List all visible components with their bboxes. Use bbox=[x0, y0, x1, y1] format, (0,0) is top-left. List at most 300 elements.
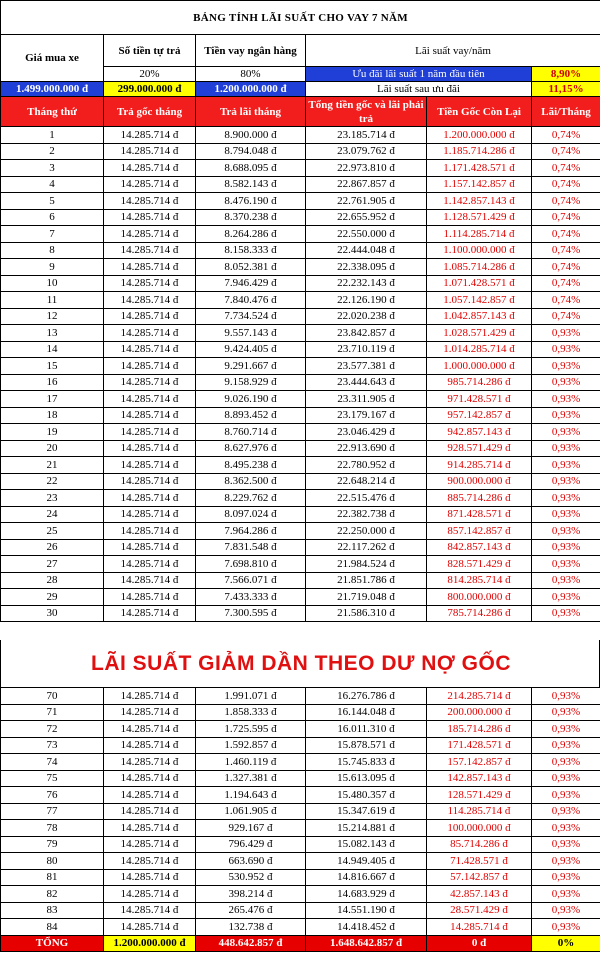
interest-cell: 530.952 đ bbox=[196, 869, 306, 886]
interest-cell: 1.194.643 đ bbox=[196, 787, 306, 804]
month-cell: 28 bbox=[1, 572, 104, 589]
total-cell: 14.418.452 đ bbox=[306, 919, 427, 936]
rate-cell: 0,93% bbox=[532, 374, 600, 391]
principal-cell: 14.285.714 đ bbox=[104, 770, 196, 787]
total-cell: 14.816.667 đ bbox=[306, 869, 427, 886]
rate-label: Lãi suất vay/năm bbox=[306, 35, 600, 67]
table-row bbox=[1, 787, 600, 804]
interest-cell: 663.690 đ bbox=[196, 853, 306, 870]
interest-cell: 7.300.595 đ bbox=[196, 605, 306, 622]
interest-cell: 7.840.476 đ bbox=[196, 292, 306, 309]
total-cell: 23.444.643 đ bbox=[306, 374, 427, 391]
month-cell: 13 bbox=[1, 325, 104, 342]
month-cell: 19 bbox=[1, 424, 104, 441]
rate-cell: 0,93% bbox=[532, 820, 600, 837]
interest-cell: 8.893.452 đ bbox=[196, 407, 306, 424]
principal-cell: 14.285.714 đ bbox=[104, 440, 196, 457]
month-cell: 4 bbox=[1, 176, 104, 193]
rate-cell: 0,93% bbox=[532, 721, 600, 738]
total-cell: 15.347.619 đ bbox=[306, 803, 427, 820]
interest-cell: 1.592.857 đ bbox=[196, 737, 306, 754]
remaining-cell: 1.100.000.000 đ bbox=[427, 242, 532, 259]
remaining-cell: 28.571.429 đ bbox=[427, 902, 532, 919]
interest-cell: 8.582.143 đ bbox=[196, 176, 306, 193]
month-cell: 24 bbox=[1, 506, 104, 523]
total-cell: 22.655.952 đ bbox=[306, 209, 427, 226]
interest-cell: 8.794.048 đ bbox=[196, 143, 306, 160]
interest-cell: 9.424.405 đ bbox=[196, 341, 306, 358]
principal-cell: 14.285.714 đ bbox=[104, 358, 196, 375]
principal-cell: 14.285.714 đ bbox=[104, 787, 196, 804]
self-pay-label: Số tiền tự trả bbox=[104, 35, 196, 67]
table-row bbox=[1, 721, 600, 738]
table-row bbox=[1, 803, 600, 820]
month-cell: 16 bbox=[1, 374, 104, 391]
total-rate: 0% bbox=[532, 935, 600, 952]
month-cell: 27 bbox=[1, 556, 104, 573]
interest-cell: 9.557.143 đ bbox=[196, 325, 306, 342]
self-pay-value: 299.000.000 đ bbox=[104, 82, 196, 97]
month-cell: 80 bbox=[1, 853, 104, 870]
total-cell: 15.745.833 đ bbox=[306, 754, 427, 771]
promo-label: Ưu đãi lãi suất 1 năm đầu tiên bbox=[306, 67, 532, 82]
month-cell: 79 bbox=[1, 836, 104, 853]
table-row bbox=[1, 440, 600, 457]
sheet-title: BẢNG TÍNH LÃI SUẤT CHO VAY 7 NĂM bbox=[1, 1, 600, 35]
interest-cell: 1.858.333 đ bbox=[196, 704, 306, 721]
remaining-cell: 1.057.142.857 đ bbox=[427, 292, 532, 309]
rate-cell: 0,93% bbox=[532, 605, 600, 622]
principal-cell: 14.285.714 đ bbox=[104, 176, 196, 193]
rate-cell: 0,93% bbox=[532, 523, 600, 540]
principal-cell: 14.285.714 đ bbox=[104, 704, 196, 721]
total-cell: 23.079.762 đ bbox=[306, 143, 427, 160]
table-row bbox=[1, 490, 600, 507]
principal-cell: 14.285.714 đ bbox=[104, 589, 196, 606]
remaining-cell: 85.714.286 đ bbox=[427, 836, 532, 853]
remaining-cell: 42.857.143 đ bbox=[427, 886, 532, 903]
rate-cell: 0,93% bbox=[532, 869, 600, 886]
remaining-cell: 142.857.143 đ bbox=[427, 770, 532, 787]
remaining-cell: 942.857.143 đ bbox=[427, 424, 532, 441]
rate-cell: 0,93% bbox=[532, 836, 600, 853]
total-cell: 15.480.357 đ bbox=[306, 787, 427, 804]
total-cell: 22.648.214 đ bbox=[306, 473, 427, 490]
principal-cell: 14.285.714 đ bbox=[104, 127, 196, 144]
total-cell: 22.973.810 đ bbox=[306, 160, 427, 177]
total-cell: 22.780.952 đ bbox=[306, 457, 427, 474]
car-price-label: Giá mua xe bbox=[1, 35, 104, 82]
table-row bbox=[1, 259, 600, 276]
month-cell: 9 bbox=[1, 259, 104, 276]
remaining-cell: 1.142.857.143 đ bbox=[427, 193, 532, 210]
rate-cell: 0,74% bbox=[532, 242, 600, 259]
month-cell: 11 bbox=[1, 292, 104, 309]
principal-cell: 14.285.714 đ bbox=[104, 226, 196, 243]
total-cell: 23.311.905 đ bbox=[306, 391, 427, 408]
remaining-cell: 885.714.286 đ bbox=[427, 490, 532, 507]
interest-cell: 9.026.190 đ bbox=[196, 391, 306, 408]
remaining-cell: 857.142.857 đ bbox=[427, 523, 532, 540]
rate-cell: 0,93% bbox=[532, 490, 600, 507]
table-row bbox=[1, 853, 600, 870]
remaining-cell: 800.000.000 đ bbox=[427, 589, 532, 606]
principal-cell: 14.285.714 đ bbox=[104, 325, 196, 342]
principal-cell: 14.285.714 đ bbox=[104, 803, 196, 820]
rate-cell: 0,74% bbox=[532, 209, 600, 226]
interest-cell: 398.214 đ bbox=[196, 886, 306, 903]
rate-cell: 0,93% bbox=[532, 886, 600, 903]
interest-cell: 8.158.333 đ bbox=[196, 242, 306, 259]
rate-cell: 0,93% bbox=[532, 572, 600, 589]
remaining-cell: 871.428.571 đ bbox=[427, 506, 532, 523]
interest-cell: 8.370.238 đ bbox=[196, 209, 306, 226]
total-cell: 22.444.048 đ bbox=[306, 242, 427, 259]
rate-cell: 0,74% bbox=[532, 292, 600, 309]
table-row bbox=[1, 836, 600, 853]
remaining-cell: 900.000.000 đ bbox=[427, 473, 532, 490]
interest-cell: 8.760.714 đ bbox=[196, 424, 306, 441]
principal-cell: 14.285.714 đ bbox=[104, 209, 196, 226]
total-cell: 14.551.190 đ bbox=[306, 902, 427, 919]
total-cell: 21.984.524 đ bbox=[306, 556, 427, 573]
rate-cell: 0,93% bbox=[532, 391, 600, 408]
month-cell: 74 bbox=[1, 754, 104, 771]
table-row bbox=[1, 605, 600, 622]
principal-cell: 14.285.714 đ bbox=[104, 407, 196, 424]
table-row bbox=[1, 473, 600, 490]
table-row bbox=[1, 127, 600, 144]
remaining-cell: 128.571.429 đ bbox=[427, 787, 532, 804]
total-cell: 23.179.167 đ bbox=[306, 407, 427, 424]
interest-cell: 7.433.333 đ bbox=[196, 589, 306, 606]
remaining-cell: 1.085.714.286 đ bbox=[427, 259, 532, 276]
month-cell: 5 bbox=[1, 193, 104, 210]
table-row bbox=[1, 589, 600, 606]
table-row bbox=[1, 424, 600, 441]
promo-rate: 8,90% bbox=[532, 67, 600, 82]
rate-cell: 0,74% bbox=[532, 127, 600, 144]
principal-cell: 14.285.714 đ bbox=[104, 836, 196, 853]
month-cell: 17 bbox=[1, 391, 104, 408]
table-row bbox=[1, 325, 600, 342]
table-row bbox=[1, 457, 600, 474]
total-cell: 15.214.881 đ bbox=[306, 820, 427, 837]
car-price-value: 1.499.000.000 đ bbox=[1, 82, 104, 97]
principal-cell: 14.285.714 đ bbox=[104, 572, 196, 589]
principal-cell: 14.285.714 đ bbox=[104, 490, 196, 507]
rate-cell: 0,74% bbox=[532, 308, 600, 325]
interest-cell: 8.264.286 đ bbox=[196, 226, 306, 243]
remaining-cell: 1.071.428.571 đ bbox=[427, 275, 532, 292]
col-header-rate: Lãi/Tháng bbox=[532, 97, 600, 127]
rate-cell: 0,74% bbox=[532, 226, 600, 243]
interest-cell: 8.900.000 đ bbox=[196, 127, 306, 144]
interest-cell: 8.688.095 đ bbox=[196, 160, 306, 177]
total-cell: 15.878.571 đ bbox=[306, 737, 427, 754]
table-row bbox=[1, 886, 600, 903]
rate-cell: 0,93% bbox=[532, 803, 600, 820]
month-cell: 18 bbox=[1, 407, 104, 424]
remaining-cell: 957.142.857 đ bbox=[427, 407, 532, 424]
interest-cell: 7.734.524 đ bbox=[196, 308, 306, 325]
principal-cell: 14.285.714 đ bbox=[104, 374, 196, 391]
remaining-cell: 971.428.571 đ bbox=[427, 391, 532, 408]
month-cell: 22 bbox=[1, 473, 104, 490]
month-cell: 77 bbox=[1, 803, 104, 820]
table-row bbox=[1, 820, 600, 837]
month-cell: 75 bbox=[1, 770, 104, 787]
total-cell: 14.683.929 đ bbox=[306, 886, 427, 903]
principal-cell: 14.285.714 đ bbox=[104, 424, 196, 441]
interest-cell: 9.158.929 đ bbox=[196, 374, 306, 391]
month-cell: 70 bbox=[1, 688, 104, 705]
month-cell: 23 bbox=[1, 490, 104, 507]
remaining-cell: 928.571.429 đ bbox=[427, 440, 532, 457]
total-remaining: 0 đ bbox=[427, 935, 532, 952]
remaining-cell: 1.157.142.857 đ bbox=[427, 176, 532, 193]
rate-cell: 0,93% bbox=[532, 341, 600, 358]
total-interest: 448.642.857 đ bbox=[196, 935, 306, 952]
table-row bbox=[1, 292, 600, 309]
self-pay-pct: 20% bbox=[104, 67, 196, 82]
remaining-cell: 1.042.857.143 đ bbox=[427, 308, 532, 325]
month-cell: 15 bbox=[1, 358, 104, 375]
rate-cell: 0,93% bbox=[532, 754, 600, 771]
bottom-rows bbox=[1, 688, 600, 936]
interest-cell: 7.946.429 đ bbox=[196, 275, 306, 292]
rate-cell: 0,93% bbox=[532, 473, 600, 490]
interest-cell: 1.327.381 đ bbox=[196, 770, 306, 787]
month-cell: 81 bbox=[1, 869, 104, 886]
month-cell: 12 bbox=[1, 308, 104, 325]
col-header-total: Tổng tiền gốc và lãi phải trả bbox=[306, 97, 427, 127]
interest-cell: 7.964.286 đ bbox=[196, 523, 306, 540]
rate-cell: 0,93% bbox=[532, 424, 600, 441]
interest-cell: 8.229.762 đ bbox=[196, 490, 306, 507]
rate-cell: 0,93% bbox=[532, 688, 600, 705]
loan-schedule-table-end bbox=[0, 687, 600, 952]
principal-cell: 14.285.714 đ bbox=[104, 143, 196, 160]
total-cell: 15.613.095 đ bbox=[306, 770, 427, 787]
remaining-cell: 14.285.714 đ bbox=[427, 919, 532, 936]
table-row bbox=[1, 358, 600, 375]
rate-cell: 0,74% bbox=[532, 160, 600, 177]
remaining-cell: 185.714.286 đ bbox=[427, 721, 532, 738]
total-cell: 22.126.190 đ bbox=[306, 292, 427, 309]
rate-cell: 0,93% bbox=[532, 325, 600, 342]
principal-cell: 14.285.714 đ bbox=[104, 737, 196, 754]
interest-cell: 8.052.381 đ bbox=[196, 259, 306, 276]
principal-cell: 14.285.714 đ bbox=[104, 242, 196, 259]
remaining-cell: 1.028.571.429 đ bbox=[427, 325, 532, 342]
table-row bbox=[1, 770, 600, 787]
total-sum: 1.648.642.857 đ bbox=[306, 935, 427, 952]
table-row bbox=[1, 193, 600, 210]
month-cell: 2 bbox=[1, 143, 104, 160]
remaining-cell: 1.114.285.714 đ bbox=[427, 226, 532, 243]
table-row bbox=[1, 407, 600, 424]
month-cell: 8 bbox=[1, 242, 104, 259]
month-cell: 29 bbox=[1, 589, 104, 606]
interest-cell: 1.061.905 đ bbox=[196, 803, 306, 820]
table-row bbox=[1, 242, 600, 259]
total-cell: 23.046.429 đ bbox=[306, 424, 427, 441]
principal-cell: 14.285.714 đ bbox=[104, 902, 196, 919]
principal-cell: 14.285.714 đ bbox=[104, 886, 196, 903]
principal-cell: 14.285.714 đ bbox=[104, 473, 196, 490]
month-cell: 78 bbox=[1, 820, 104, 837]
month-cell: 1 bbox=[1, 127, 104, 144]
total-cell: 16.011.310 đ bbox=[306, 721, 427, 738]
table-row bbox=[1, 506, 600, 523]
total-cell: 16.276.786 đ bbox=[306, 688, 427, 705]
principal-cell: 14.285.714 đ bbox=[104, 605, 196, 622]
principal-cell: 14.285.714 đ bbox=[104, 391, 196, 408]
principal-cell: 14.285.714 đ bbox=[104, 308, 196, 325]
remaining-cell: 1.000.000.000 đ bbox=[427, 358, 532, 375]
principal-cell: 14.285.714 đ bbox=[104, 193, 196, 210]
rate-cell: 0,93% bbox=[532, 407, 600, 424]
total-cell: 23.842.857 đ bbox=[306, 325, 427, 342]
total-cell: 22.867.857 đ bbox=[306, 176, 427, 193]
col-header-month: Tháng thứ bbox=[1, 97, 104, 127]
total-cell: 22.550.000 đ bbox=[306, 226, 427, 243]
interest-cell: 132.738 đ bbox=[196, 919, 306, 936]
table-row bbox=[1, 688, 600, 705]
principal-cell: 14.285.714 đ bbox=[104, 721, 196, 738]
principal-cell: 14.285.714 đ bbox=[104, 688, 196, 705]
month-cell: 76 bbox=[1, 787, 104, 804]
remaining-cell: 1.014.285.714 đ bbox=[427, 341, 532, 358]
total-cell: 16.144.048 đ bbox=[306, 704, 427, 721]
principal-cell: 14.285.714 đ bbox=[104, 275, 196, 292]
table-row bbox=[1, 704, 600, 721]
col-header-interest: Trả lãi tháng bbox=[196, 97, 306, 127]
rate-cell: 0,93% bbox=[532, 902, 600, 919]
principal-cell: 14.285.714 đ bbox=[104, 259, 196, 276]
table-row bbox=[1, 391, 600, 408]
principal-cell: 14.285.714 đ bbox=[104, 556, 196, 573]
col-header-remaining: Tiền Gốc Còn Lại bbox=[427, 97, 532, 127]
principal-cell: 14.285.714 đ bbox=[104, 523, 196, 540]
remaining-cell: 100.000.000 đ bbox=[427, 820, 532, 837]
principal-cell: 14.285.714 đ bbox=[104, 869, 196, 886]
total-cell: 21.586.310 đ bbox=[306, 605, 427, 622]
rate-cell: 0,74% bbox=[532, 176, 600, 193]
interest-cell: 7.698.810 đ bbox=[196, 556, 306, 573]
interest-cell: 8.362.500 đ bbox=[196, 473, 306, 490]
rate-cell: 0,93% bbox=[532, 539, 600, 556]
principal-cell: 14.285.714 đ bbox=[104, 457, 196, 474]
interest-cell: 796.429 đ bbox=[196, 836, 306, 853]
principal-cell: 14.285.714 đ bbox=[104, 820, 196, 837]
rate-cell: 0,93% bbox=[532, 770, 600, 787]
interest-cell: 1.991.071 đ bbox=[196, 688, 306, 705]
rate-cell: 0,93% bbox=[532, 589, 600, 606]
table-row bbox=[1, 308, 600, 325]
interest-cell: 8.495.238 đ bbox=[196, 457, 306, 474]
interest-cell: 8.097.024 đ bbox=[196, 506, 306, 523]
total-cell: 14.949.405 đ bbox=[306, 853, 427, 870]
total-cell: 22.761.905 đ bbox=[306, 193, 427, 210]
total-cell: 22.382.738 đ bbox=[306, 506, 427, 523]
remaining-cell: 1.128.571.429 đ bbox=[427, 209, 532, 226]
table-row bbox=[1, 275, 600, 292]
interest-cell: 1.460.119 đ bbox=[196, 754, 306, 771]
table-row bbox=[1, 176, 600, 193]
remaining-cell: 785.714.286 đ bbox=[427, 605, 532, 622]
rate-cell: 0,93% bbox=[532, 919, 600, 936]
rate-cell: 0,74% bbox=[532, 193, 600, 210]
total-cell: 23.577.381 đ bbox=[306, 358, 427, 375]
month-cell: 83 bbox=[1, 902, 104, 919]
principal-cell: 14.285.714 đ bbox=[104, 160, 196, 177]
table-row bbox=[1, 143, 600, 160]
interest-cell: 8.476.190 đ bbox=[196, 193, 306, 210]
after-promo-label: Lãi suất sau ưu đãi bbox=[306, 82, 532, 97]
table-row bbox=[1, 572, 600, 589]
principal-cell: 14.285.714 đ bbox=[104, 539, 196, 556]
total-cell: 22.515.476 đ bbox=[306, 490, 427, 507]
table-row bbox=[1, 902, 600, 919]
remaining-cell: 171.428.571 đ bbox=[427, 737, 532, 754]
total-cell: 21.719.048 đ bbox=[306, 589, 427, 606]
month-cell: 7 bbox=[1, 226, 104, 243]
remaining-cell: 57.142.857 đ bbox=[427, 869, 532, 886]
month-cell: 30 bbox=[1, 605, 104, 622]
total-cell: 23.185.714 đ bbox=[306, 127, 427, 144]
rate-cell: 0,93% bbox=[532, 787, 600, 804]
table-row bbox=[1, 737, 600, 754]
principal-cell: 14.285.714 đ bbox=[104, 341, 196, 358]
remaining-cell: 200.000.000 đ bbox=[427, 704, 532, 721]
interest-cell: 7.566.071 đ bbox=[196, 572, 306, 589]
interest-cell: 1.725.595 đ bbox=[196, 721, 306, 738]
total-cell: 15.082.143 đ bbox=[306, 836, 427, 853]
month-cell: 3 bbox=[1, 160, 104, 177]
remaining-cell: 214.285.714 đ bbox=[427, 688, 532, 705]
remaining-cell: 914.285.714 đ bbox=[427, 457, 532, 474]
rate-cell: 0,93% bbox=[532, 556, 600, 573]
table-row bbox=[1, 341, 600, 358]
remaining-cell: 1.185.714.286 đ bbox=[427, 143, 532, 160]
total-cell: 22.913.690 đ bbox=[306, 440, 427, 457]
month-cell: 21 bbox=[1, 457, 104, 474]
month-cell: 6 bbox=[1, 209, 104, 226]
table-row bbox=[1, 869, 600, 886]
total-cell: 22.020.238 đ bbox=[306, 308, 427, 325]
remaining-cell: 157.142.857 đ bbox=[427, 754, 532, 771]
principal-cell: 14.285.714 đ bbox=[104, 292, 196, 309]
rate-cell: 0,74% bbox=[532, 143, 600, 160]
after-promo-rate: 11,15% bbox=[532, 82, 600, 97]
principal-cell: 14.285.714 đ bbox=[104, 754, 196, 771]
loan-label: Tiền vay ngân hàng bbox=[196, 35, 306, 67]
table-row bbox=[1, 754, 600, 771]
remaining-cell: 985.714.286 đ bbox=[427, 374, 532, 391]
loan-value: 1.200.000.000 đ bbox=[196, 82, 306, 97]
remaining-cell: 1.171.428.571 đ bbox=[427, 160, 532, 177]
remaining-cell: 114.285.714 đ bbox=[427, 803, 532, 820]
rate-cell: 0,93% bbox=[532, 440, 600, 457]
table-row bbox=[1, 919, 600, 936]
rate-cell: 0,93% bbox=[532, 704, 600, 721]
month-cell: 26 bbox=[1, 539, 104, 556]
table-row bbox=[1, 160, 600, 177]
total-cell: 22.232.143 đ bbox=[306, 275, 427, 292]
remaining-cell: 1.200.000.000 đ bbox=[427, 127, 532, 144]
